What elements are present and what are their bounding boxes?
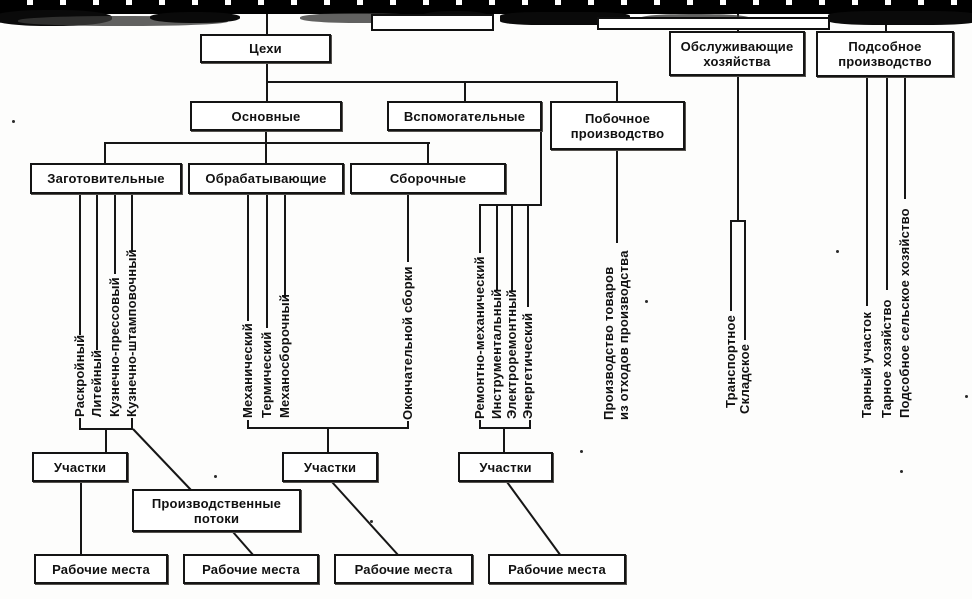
- node-label: Участки: [53, 459, 107, 475]
- node-obrabatyvayushchie: [188, 163, 344, 194]
- node-label: Цехи: [249, 41, 282, 56]
- branch-label-instrumentalny: Инструментальный: [489, 288, 504, 419]
- scan-speckle: [214, 475, 217, 478]
- node-rabochie-mesta-4: [488, 554, 626, 584]
- diagonal-line: [233, 532, 254, 556]
- branch-label-tarny-uchastok: Тарный участок: [859, 311, 874, 418]
- scan-artifact-blob: [150, 12, 240, 23]
- branch-label-mekhanosborochny: Механосборочный: [277, 293, 292, 418]
- node-label: Участки: [303, 459, 357, 475]
- node-label: Обслуживающие хозяйства: [680, 38, 794, 69]
- branch-label-liteyny: Литейный: [89, 349, 104, 417]
- node-label: Рабочие места: [52, 561, 150, 577]
- node-podsobnoe: [816, 31, 954, 77]
- branch-label-podsobnoe-selskoe: Подсобное сельское хозяйство: [897, 208, 912, 418]
- node-potoki: [132, 489, 301, 532]
- node-label: Вспомогательные: [403, 108, 526, 124]
- branch-label-energetichesky: Энергетический: [520, 312, 535, 419]
- node-label: Рабочие места: [354, 561, 453, 577]
- node-label: Обрабатывающие: [205, 171, 327, 186]
- node-uchastki-2: [282, 452, 378, 482]
- branch-label-mekhanichesky: Механический: [240, 323, 255, 418]
- branch-label-line: Производство товаров: [601, 266, 616, 420]
- node-label: Участки: [479, 459, 532, 475]
- scan-speckle: [580, 450, 583, 453]
- node-obsluzhivayushchie: [669, 31, 805, 76]
- node-sborochnye: [350, 163, 506, 194]
- branch-label-transportnoe: Транспортное: [723, 314, 738, 408]
- node-rabochie-mesta-2: [183, 554, 319, 584]
- node-label: Рабочие места: [508, 561, 606, 577]
- branch-label-kuznechno-shtampovochny: Кузнечно-штамповочный: [124, 249, 139, 417]
- branch-label-skladskoe: Складское: [737, 343, 752, 414]
- scan-speckle: [836, 250, 839, 253]
- diagonal-line: [133, 429, 191, 490]
- scan-speckle: [370, 520, 373, 523]
- diagonal-line: [332, 482, 399, 556]
- node-label: Производственные потоки: [151, 495, 282, 526]
- branch-label-elektroremontny: Электроремонтный: [504, 289, 519, 419]
- scan-speckle: [965, 395, 968, 398]
- node-zagotovitelnye: [30, 163, 182, 194]
- branch-label-tarnoe-khozyaystvo: Тарное хозяйство: [879, 299, 894, 418]
- node-label: Рабочие места: [202, 561, 300, 577]
- scan-speckle: [645, 300, 648, 303]
- node-label: Подсобное производство: [838, 39, 932, 69]
- node-pobochnoe: [550, 101, 685, 150]
- branch-label-raskroyny: Раскройный: [72, 334, 87, 417]
- scan-speckle: [900, 470, 903, 473]
- scan-artifact-box: [597, 17, 830, 30]
- node-osnovnye: [190, 101, 342, 131]
- node-uchastki-3: [458, 452, 553, 482]
- node-vspomogatelnye: [387, 101, 542, 131]
- node-tsekhi: [200, 34, 331, 63]
- node-label: Заготовительные: [47, 171, 165, 186]
- branch-label-proizvodstvo-tovarov: [601, 250, 631, 420]
- branch-label-okonchatelnoy-sborki: Окончательной сборки: [400, 266, 415, 420]
- scan-artifact-blob: [828, 11, 972, 25]
- node-uchastki-1: [32, 452, 128, 482]
- diagonal-line: [507, 482, 561, 556]
- branch-label-remontno-mekhanichesky: Ремонтно-механический: [472, 256, 487, 419]
- scan-speckle: [12, 120, 15, 123]
- node-label: Сборочные: [389, 171, 467, 186]
- branch-label-termichesky: Термический: [259, 331, 274, 418]
- node-label: Побочное производство: [570, 110, 665, 141]
- node-rabochie-mesta-3: [334, 554, 473, 584]
- scan-artifact-box: [371, 14, 494, 31]
- node-label: Основные: [231, 108, 301, 124]
- node-rabochie-mesta-1: [34, 554, 168, 584]
- branch-label-kuznechno-pressovy: Кузнечно-прессовый: [107, 277, 122, 417]
- branch-label-line: из отходов производства: [616, 250, 631, 420]
